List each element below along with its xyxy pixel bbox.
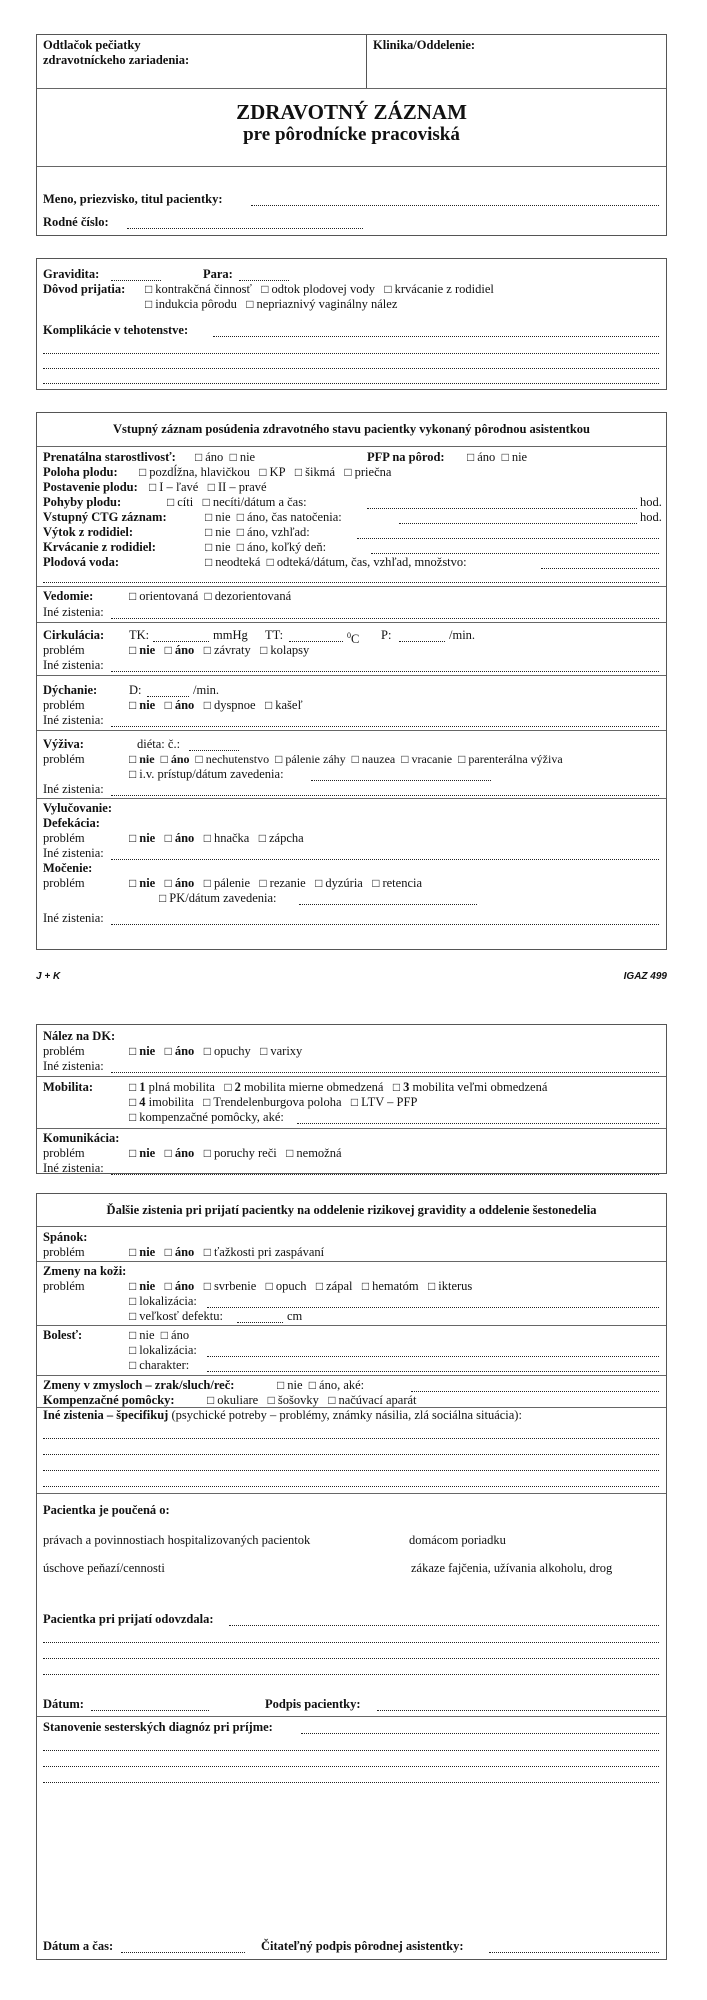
pfp-yes[interactable]: □ áno	[467, 450, 495, 464]
dk-options	[129, 1044, 302, 1059]
position-checkbox[interactable]: □ priečna	[344, 465, 391, 479]
hod-label: hod.	[640, 495, 662, 509]
dk-label: Nález na DK:	[43, 1029, 116, 1043]
birth-number-label: Rodné číslo:	[43, 215, 109, 229]
position-options	[139, 465, 391, 480]
aids-checkbox[interactable]: □ okuliare	[207, 1393, 258, 1407]
sleep-checkbox[interactable]: □ ťažkosti pri zaspávaní	[204, 1245, 324, 1259]
other-findings-field[interactable]	[111, 847, 659, 860]
other-findings-label: Iné zistenia:	[43, 1161, 104, 1175]
reason-checkbox[interactable]: □ kontrakčná činnosť	[145, 282, 252, 296]
patient-signature-field[interactable]	[377, 1698, 659, 1711]
other-spec-line[interactable]	[43, 1442, 659, 1455]
reason-label: Dôvod prijatia:	[43, 282, 126, 296]
problem-label: problém	[43, 876, 85, 890]
instructed-item[interactable]: úschove peňazí/cennosti	[43, 1561, 165, 1575]
bleeding-options	[205, 540, 326, 555]
prenatal-no[interactable]: □ nie	[230, 450, 256, 464]
consciousness-options	[129, 589, 291, 604]
discharge-options	[205, 525, 310, 540]
aids-label: Kompenzačné pomôcky:	[43, 1393, 175, 1407]
bleeding-label: Krvácanie z rodidiel:	[43, 540, 156, 554]
skin-localization-field[interactable]	[207, 1295, 659, 1308]
para-label: Para:	[203, 267, 233, 281]
further-title: Ďalšie zistenia pri prijatí pacientky na oddelenie rizikovej gravidity a oddelenie šestonedelia	[106, 1203, 597, 1217]
water-checkbox[interactable]: □ neodteká	[205, 555, 260, 569]
mobility-aids-checkbox[interactable]: □ kompenzačné pomôcky, aké:	[129, 1110, 284, 1124]
position-checkbox[interactable]: □ pozdĺžna, hlavičkou	[139, 465, 250, 479]
senses-no[interactable]: □ nie	[277, 1378, 303, 1392]
complications-field[interactable]	[213, 324, 659, 337]
mobility-checkbox[interactable]: □ Trendelenburgova poloha	[203, 1095, 341, 1109]
skin-localization-checkbox[interactable]: □ lokalizácia:	[129, 1294, 197, 1308]
prenatal-options	[195, 450, 255, 465]
ctg-label: Vstupný CTG záznam:	[43, 510, 167, 524]
patient-signature-label: Podpis pacientky:	[265, 1697, 361, 1711]
diagnoses-label: Stanovenie sesterských diagnóz pri príjme:	[43, 1720, 273, 1734]
def-no[interactable]: □ nie	[129, 831, 155, 845]
position-checkbox[interactable]: □ šikmá	[295, 465, 335, 479]
handed-over-line[interactable]	[43, 1630, 659, 1643]
breath-yes[interactable]: □ áno	[165, 698, 195, 712]
prenatal-yes[interactable]: □ áno	[195, 450, 223, 464]
defect-size-field[interactable]	[237, 1310, 283, 1323]
pain-label: Bolesť:	[43, 1328, 83, 1342]
water-checkbox[interactable]: □ odteká/dátum, čas, vzhľad, množstvo:	[267, 555, 467, 569]
nutr-checkbox[interactable]: □ nechutenstvo	[196, 752, 270, 766]
reason-options-row2	[145, 297, 397, 312]
d-field[interactable]	[147, 684, 189, 697]
footer-left: J + K	[36, 971, 61, 982]
reason-checkbox[interactable]: □ nepriaznivý vaginálny nález	[246, 297, 397, 311]
datetime-field[interactable]	[121, 1940, 245, 1953]
instructed-item[interactable]: právach a povinnostiach hospitalizovaných pacientok	[43, 1533, 311, 1547]
ur-checkbox[interactable]: □ retencia	[372, 876, 422, 890]
tk-field[interactable]	[153, 629, 209, 642]
communication-options	[129, 1146, 342, 1161]
form-title: ZDRAVOTNÝ ZÁZNAM	[236, 100, 467, 124]
consciousness-checkbox[interactable]: □ orientovaná	[129, 589, 198, 603]
handed-over-label: Pacientka pri prijatí odovzdala:	[43, 1612, 214, 1626]
pk-row	[159, 891, 277, 906]
mobility-label: Mobilita:	[43, 1080, 93, 1094]
senses-options	[277, 1378, 364, 1393]
d-label: D:	[129, 683, 142, 697]
skin-checkbox[interactable]: □ zápal	[316, 1279, 353, 1293]
complications-line[interactable]	[43, 341, 659, 354]
other-spec-line[interactable]	[43, 1458, 659, 1471]
movement-checkbox[interactable]: □ necíti/dátum a čas:	[203, 495, 307, 509]
other-findings-label: Iné zistenia:	[43, 846, 104, 860]
aids-options	[207, 1393, 417, 1408]
ur-yes[interactable]: □ áno	[165, 876, 195, 890]
aids-checkbox[interactable]: □ načúvací aparát	[328, 1393, 416, 1407]
instructed-item[interactable]: zákaze fajčenia, užívania alkoholu, drog	[411, 1561, 613, 1575]
iv-field[interactable]	[311, 768, 491, 781]
clinic-label: Klinika/Oddelenie:	[373, 38, 476, 52]
urination-options	[129, 876, 422, 891]
page2-box	[36, 1024, 667, 1174]
ctg-field[interactable]	[399, 511, 637, 524]
tt-field[interactable]	[289, 629, 343, 642]
skin-checkbox[interactable]: □ opuch	[266, 1279, 307, 1293]
stamp-label: Odtlačok pečiatky	[43, 38, 141, 52]
def-checkbox[interactable]: □ hnačka	[204, 831, 250, 845]
circ-checkbox[interactable]: □ kolapsy	[260, 643, 309, 657]
other-findings-label: Iné zistenia:	[43, 782, 104, 796]
dk-checkbox[interactable]: □ opuchy	[204, 1044, 251, 1058]
other-findings-field[interactable]	[111, 606, 659, 619]
other-findings-field[interactable]	[111, 1162, 659, 1175]
other-findings-label: Iné zistenia:	[43, 1059, 104, 1073]
patient-name-label: Meno, priezvisko, titul pacientky:	[43, 192, 223, 206]
breath-no[interactable]: □ nie	[129, 698, 155, 712]
ctg-yes[interactable]: □ áno, čas natočenia:	[237, 510, 342, 524]
circ-no[interactable]: □ nie	[129, 643, 155, 657]
patient-name-field[interactable]	[251, 193, 659, 206]
movement-options	[167, 495, 307, 510]
pfp-label: PFP na pôrod:	[367, 450, 445, 464]
per-min-label: /min.	[449, 628, 476, 642]
circ-checkbox[interactable]: □ závraty	[204, 643, 251, 657]
discharge-field[interactable]	[357, 526, 659, 539]
posture-label: Postavenie plodu:	[43, 480, 138, 494]
comm-no[interactable]: □ nie	[129, 1146, 155, 1160]
complications-line[interactable]	[43, 371, 659, 384]
iv-checkbox[interactable]: □ i.v. prístup/dátum zavedenia:	[129, 767, 284, 781]
other-spec-row: Iné zistenia – špecifikuj (psychické potreby – problémy, známky násilia, zlá sociálna situácia):	[43, 1408, 522, 1422]
pain-character	[129, 1358, 189, 1373]
bleeding-no[interactable]: □ nie	[205, 540, 231, 554]
skin-options	[129, 1279, 472, 1294]
nutr-yes[interactable]: □ áno	[161, 752, 190, 766]
header-box	[36, 34, 667, 236]
position-label: Poloha plodu:	[43, 465, 118, 479]
problem-label: problém	[43, 698, 85, 712]
pfp-options	[467, 450, 527, 465]
skin-label: Zmeny na koži:	[43, 1264, 127, 1278]
other-findings-field[interactable]	[111, 1060, 659, 1073]
footer-right: IGAZ 499	[623, 971, 667, 982]
skin-checkbox[interactable]: □ svrbenie	[204, 1279, 257, 1293]
consciousness-label: Vedomie:	[43, 589, 94, 603]
other-findings-label: Iné zistenia:	[43, 713, 104, 727]
mobility-row3	[129, 1110, 284, 1125]
other-findings-label: Iné zistenia:	[43, 911, 104, 925]
pk-field[interactable]	[299, 892, 477, 905]
pfp-no[interactable]: □ nie	[502, 450, 528, 464]
complications-line[interactable]	[43, 356, 659, 369]
hod-label: hod.	[640, 510, 662, 524]
circ-yes[interactable]: □ áno	[165, 643, 195, 657]
cm-label: cm	[287, 1309, 303, 1323]
birth-number-field[interactable]	[127, 216, 363, 229]
reason-checkbox[interactable]: □ krvácanie z rodidiel	[384, 282, 494, 296]
consciousness-checkbox[interactable]: □ dezorientovaná	[205, 589, 292, 603]
handed-over-line[interactable]	[43, 1646, 659, 1659]
nutr-checkbox[interactable]: □ vracanie	[401, 752, 452, 766]
breathing-label: Dýchanie:	[43, 683, 98, 697]
circulation-options	[129, 643, 309, 658]
senses-yes[interactable]: □ áno, aké:	[309, 1378, 364, 1392]
nutr-checkbox[interactable]: □ nauzea	[352, 752, 396, 766]
bleeding-yes[interactable]: □ áno, koľký deň:	[237, 540, 326, 554]
dk-checkbox[interactable]: □ varixy	[260, 1044, 302, 1058]
sleep-options	[129, 1245, 324, 1260]
handed-over-line[interactable]	[43, 1662, 659, 1675]
pain-localization-field[interactable]	[207, 1344, 659, 1357]
mobility-row2	[129, 1095, 417, 1110]
senses-label: Zmeny v zmysloch – zrak/sluch/reč:	[43, 1378, 235, 1392]
other-findings-field[interactable]	[111, 783, 659, 796]
prenatal-label: Prenatálna starostlivosť:	[43, 450, 176, 464]
circulation-label: Cirkulácia:	[43, 628, 105, 642]
dk-no[interactable]: □ nie	[129, 1044, 155, 1058]
iv-access	[129, 767, 284, 782]
pain-yes[interactable]: □ áno	[161, 1328, 189, 1342]
further-box	[36, 1193, 667, 1960]
skin-no[interactable]: □ nie	[129, 1279, 155, 1293]
ur-no[interactable]: □ nie	[129, 876, 155, 890]
other-findings-field[interactable]	[111, 912, 659, 925]
mobility-checkbox[interactable]: □ 2 mobilita mierne obmedzená	[224, 1080, 383, 1094]
skin-localization	[129, 1294, 197, 1309]
gravidita-label: Gravidita:	[43, 267, 100, 281]
diagnoses-line[interactable]	[43, 1754, 659, 1767]
problem-label: problém	[43, 752, 85, 766]
date-label: Dátum:	[43, 1697, 84, 1711]
defect-size	[129, 1309, 223, 1324]
midwife-signature-field[interactable]	[489, 1940, 659, 1953]
water-line[interactable]	[43, 570, 659, 583]
mobility-aids-field[interactable]	[297, 1111, 659, 1124]
diet-label: diéta: č.:	[137, 737, 181, 751]
pain-localization	[129, 1343, 197, 1358]
elimination-label: Vylučovanie:	[43, 801, 112, 815]
sleep-yes[interactable]: □ áno	[165, 1245, 195, 1259]
discharge-yes[interactable]: □ áno, vzhľad:	[237, 525, 310, 539]
per-min-label: /min.	[193, 683, 220, 697]
discharge-label: Výtok z rodidiel:	[43, 525, 134, 539]
mobility-row1	[129, 1080, 547, 1095]
sleep-label: Spánok:	[43, 1230, 88, 1244]
urination-label: Močenie:	[43, 861, 93, 875]
pain-character-checkbox[interactable]: □ charakter:	[129, 1358, 189, 1372]
nutr-checkbox[interactable]: □ pálenie záhy	[275, 752, 346, 766]
other-findings-label: Iné zistenia:	[43, 658, 104, 672]
nutr-no[interactable]: □ nie	[129, 752, 155, 766]
ur-checkbox[interactable]: □ rezanie	[259, 876, 305, 890]
comm-checkbox[interactable]: □ poruchy reči	[204, 1146, 277, 1160]
defecation-options	[129, 831, 304, 846]
dk-yes[interactable]: □ áno	[165, 1044, 195, 1058]
instructed-label: Pacientka je poučená o:	[43, 1503, 170, 1517]
other-spec-line[interactable]	[43, 1426, 659, 1439]
diagnoses-field[interactable]	[301, 1721, 659, 1734]
pain-no[interactable]: □ nie	[129, 1328, 155, 1342]
skin-checkbox[interactable]: □ ikterus	[428, 1279, 472, 1293]
reason-checkbox[interactable]: □ odtok plodovej vody	[261, 282, 375, 296]
defect-size-checkbox[interactable]: □ veľkosť defektu:	[129, 1309, 223, 1323]
pain-character-field[interactable]	[207, 1359, 659, 1372]
mmhg-label: mmHg	[213, 628, 248, 642]
handed-over-field[interactable]	[229, 1613, 659, 1626]
stamp-label-2: zdravotníckeho zariadenia:	[43, 53, 190, 67]
celsius-label: $^0$C	[347, 631, 360, 647]
posture-options	[149, 480, 267, 495]
mobility-checkbox[interactable]: □ 3 mobilita veľmi obmedzená	[393, 1080, 548, 1094]
aids-checkbox[interactable]: □ šošovky	[268, 1393, 319, 1407]
movement-label: Pohyby plodu:	[43, 495, 122, 509]
water-label: Plodová voda:	[43, 555, 120, 569]
movement-field[interactable]	[367, 496, 637, 509]
diet-field[interactable]	[189, 738, 239, 751]
water-field[interactable]	[541, 556, 659, 569]
skin-yes[interactable]: □ áno	[165, 1279, 195, 1293]
date-field[interactable]	[91, 1698, 209, 1711]
breathing-options	[129, 698, 303, 713]
def-checkbox[interactable]: □ zápcha	[259, 831, 304, 845]
nutrition-label: Výživa:	[43, 737, 84, 751]
ur-checkbox[interactable]: □ dyzúria	[315, 876, 363, 890]
reason-checkbox[interactable]: □ indukcia pôrodu	[145, 297, 237, 311]
ur-checkbox[interactable]: □ pálenie	[204, 876, 250, 890]
breath-checkbox[interactable]: □ dyspnoe	[204, 698, 256, 712]
comm-checkbox[interactable]: □ nemožná	[286, 1146, 341, 1160]
ctg-no[interactable]: □ nie	[205, 510, 231, 524]
other-spec-line[interactable]	[43, 1474, 659, 1487]
comm-yes[interactable]: □ áno	[165, 1146, 195, 1160]
movement-checkbox[interactable]: □ cíti	[167, 495, 193, 509]
tt-label: TT:	[265, 628, 284, 642]
other-findings-label: Iné zistenia:	[43, 605, 104, 619]
pain-localization-checkbox[interactable]: □ lokalizácia:	[129, 1343, 197, 1357]
ctg-options	[205, 510, 342, 525]
nutr-checkbox[interactable]: □ parenterálna výživa	[458, 752, 563, 766]
communication-label: Komunikácia:	[43, 1131, 120, 1145]
diagnoses-line[interactable]	[43, 1738, 659, 1751]
reason-options-row1	[145, 282, 494, 297]
mobility-checkbox[interactable]: □ LTV – PFP	[351, 1095, 418, 1109]
water-options	[205, 555, 467, 570]
problem-label: problém	[43, 1245, 85, 1259]
p-label: P:	[381, 628, 392, 642]
posture-checkbox[interactable]: □ I – ľavé	[149, 480, 198, 494]
discharge-no[interactable]: □ nie	[205, 525, 231, 539]
datetime-label: Dátum a čas:	[43, 1939, 114, 1953]
nutrition-options	[129, 752, 563, 767]
entry-box	[36, 412, 667, 950]
def-yes[interactable]: □ áno	[165, 831, 195, 845]
complications-label: Komplikácie v tehotenstve:	[43, 323, 189, 337]
breath-checkbox[interactable]: □ kašeľ	[265, 698, 303, 712]
other-findings-field[interactable]	[111, 659, 659, 672]
gravidita-field[interactable]	[111, 268, 161, 281]
problem-label: problém	[43, 831, 85, 845]
pain-options	[129, 1328, 189, 1343]
pk-checkbox[interactable]: □ PK/dátum zavedenia:	[159, 891, 277, 905]
problem-label: problém	[43, 1044, 85, 1058]
bleeding-field[interactable]	[371, 541, 659, 554]
other-findings-field[interactable]	[111, 714, 659, 727]
diagnoses-line[interactable]	[43, 1770, 659, 1783]
instructed-item[interactable]: domácom poriadku	[409, 1533, 506, 1547]
tk-label: TK:	[129, 628, 150, 642]
mobility-checkbox[interactable]: □ 4 imobilita	[129, 1095, 194, 1109]
problem-label: problém	[43, 643, 85, 657]
form-subtitle: pre pôrodnícke pracoviská	[243, 124, 460, 145]
midwife-signature-label: Čitateľný podpis pôrodnej asistentky:	[261, 1939, 464, 1953]
para-field[interactable]	[239, 268, 289, 281]
entry-title: Vstupný záznam posúdenia zdravotného stavu pacientky vykonaný pôrodnou asistentkou	[113, 422, 590, 436]
defecation-label: Defekácia:	[43, 816, 100, 830]
senses-field[interactable]	[411, 1379, 659, 1392]
problem-label: problém	[43, 1146, 85, 1160]
admission-box	[36, 258, 667, 390]
skin-checkbox[interactable]: □ hematóm	[362, 1279, 419, 1293]
sleep-no[interactable]: □ nie	[129, 1245, 155, 1259]
problem-label: problém	[43, 1279, 85, 1293]
p-field[interactable]	[399, 629, 445, 642]
position-checkbox[interactable]: □ KP	[259, 465, 285, 479]
posture-checkbox[interactable]: □ II – pravé	[208, 480, 267, 494]
mobility-checkbox[interactable]: □ 1 plná mobilita	[129, 1080, 215, 1094]
